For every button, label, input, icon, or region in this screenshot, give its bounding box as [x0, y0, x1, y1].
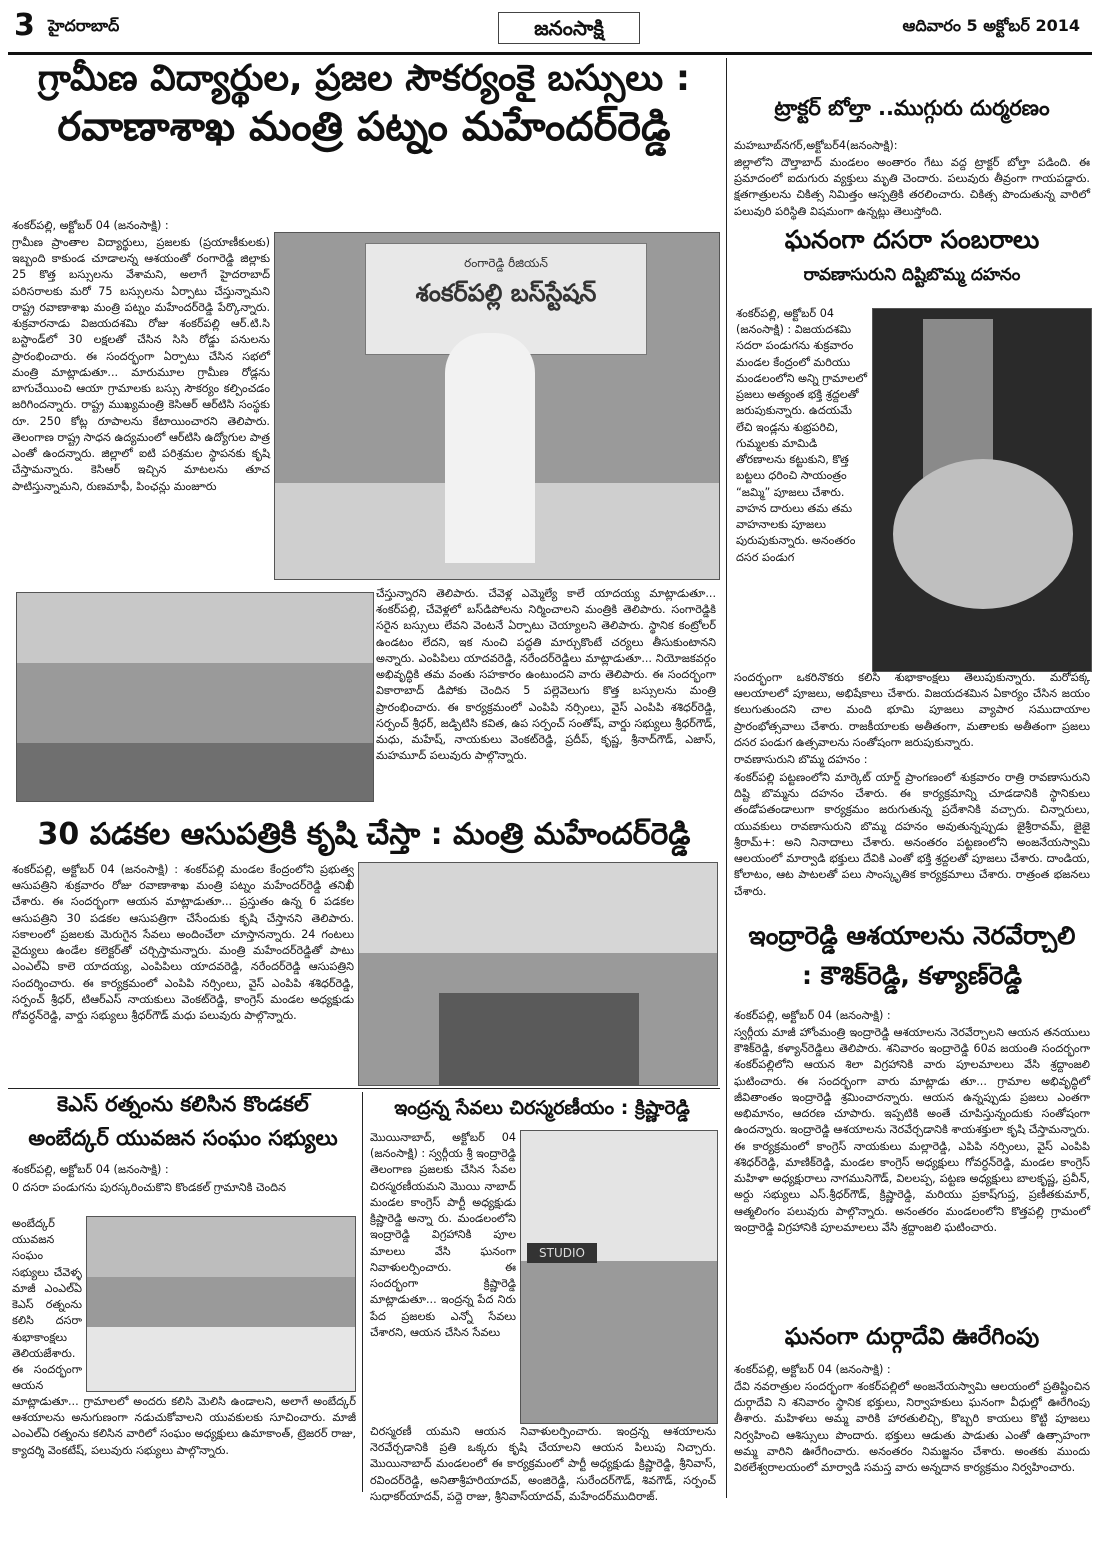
indranna-body-narrow-text: స్వర్గీయ శ్రీ ఇంద్రారెడ్డి తెలంగాణ ప్రజలకు చేసిన సేవల చిరస్మరణీయమని మొయి నాబాద్ మండల కాంగ్రెస్ పార్టీ అధ్యక్షుడు క్రిష్ణారెడ్డి అన్నా రు. మండలంలోని ఇంద్రారెడ్డి విగ్రహానికి పూల మాలలు వేసి ఘనంగా నివాళులర్పించారు. ఈ సందర్భంగా క్రిష్ణారెడ్డి మాట్లాడుతూ... ఇంద్రన్న పేద నిరు పేద ప్రజలకు ఎన్నో సేవలు చేశారని, ఆయన చేసిన సేవలు — [370, 1147, 517, 1339]
youth-group-photo — [86, 1216, 356, 1392]
youth-body-top: 0 దసరా పండుగను పురస్కరించుకొని కొండకల్ గ్రామానికి చెందిన — [12, 1181, 286, 1194]
studio-sign-text: STUDIO — [527, 1243, 597, 1263]
youth-body-narrow: అంబేద్కర్ యువజన సంఘం సభ్యులు చేవెళ్ళ మాజీ ఎంఎల్‌ఏ కెఎస్ రత్నంను కలిసి దసరా శుభాకాంక్షలు తెలియజేశారు. ఈ సందర్భంగా ఆయన — [12, 1217, 82, 1393]
indrareddy-dateline: శంకర్‌పల్లి, అక్టోబర్ 04 (జనంసాక్షి) : — [734, 1009, 891, 1022]
dasara-body-narrow — [736, 306, 868, 670]
banner-title-text: శంకర్‌పల్లి బస్‌స్టేషన్ — [415, 279, 597, 307]
masthead — [8, 4, 1092, 55]
durga-dateline: శంకర్‌పల్లి, అక్టోబర్ 04 (జనంసాక్షి) : — [734, 1363, 891, 1376]
indrareddy-headline-2: : కౌశిక్‌రెడ్డి, కళ్యాణ్‌రెడ్డి — [801, 961, 1022, 990]
bus-inauguration-photo — [16, 592, 374, 802]
tractor-headline: ట్రాక్టర్ బోల్తా ..ముగ్గురు దుర్మరణం — [774, 96, 1050, 120]
indrareddy-body: స్వర్గీయ మాజీ హోంమంత్రి ఇంద్రారెడ్డి ఆశయాలను నెరవేర్చాలని ఆయన తనయులు కౌశిక్‌రెడ్డి, కళ్యాన్‌రెడ్డిలు తెలిపారు. శనివారం ఇంద్రారెడ్డి 60వ జయంతి సందర్భంగా శంకర్‌పల్లిలోని ఆయన శిలా విగ్రహానికి వారు పూలమాలలు వేసి శ్రద్దాంజలి ఘటించారు. ఈ సందర్భంగా వారు మాట్లాడు తూ... గ్రామాల అభివృద్ధిలో జీవితాంతం ఇంద్రారెడ్డి శ్రమించారన్నారు. ఆయన ఉన్నప్పుడు ప్రజలు ఎంతగా అభిమానం, ఆదరణ చూపారు. ఇప్పటికి అంతే చూపిస్తున్నందుకు సంతోషంగా ఉందన్నారు. ఇంద్రారెడ్డి ఆశయాలను నెరవేర్చడానికి శాయశక్తులా కృషి చేస్తామన్నారు. ఈ కార్యక్రమంలో కాంగ్రెస్ నాయకులు మల్లారెడ్డి, ఎపిపి నర్సింలు, వైస్ ఎంపిపి శశిధర్‌రెడ్డి, మాణిక్‌రెడ్డి, మండల కాంగ్రెస్ అధ్యక్షులు గోవర్ధన్‌రెడ్డి, మండల కాంగ్రెస్ మహిళా అధ్యక్షురాలు నాగమునిగౌడ్, విలలప్ప, పట్టణ అధ్యక్షులు బాలకృష్ణ, ప్రవీన్, అర్దు సభ్యులు ఎస్.శ్రీధర్‌గౌడ్, క్రిష్ణారెడ్డి, మరియు ప్రకాష్‌గుప్త, ప్రణీతకుమార్, ఆత్మలింగం పలువురు పాల్గొన్నారు. అనంతరం మండలంలోని కొత్తపల్లి గ్రామంలో ఇంద్రారెడ్డి విగ్రహానికి పూలమాలలు వేసి శ్రద్దాంజలి ఘటించారు. — [734, 1026, 1090, 1234]
tractor-dateline: మహబూబ్‌నగర్,అక్టోబర్4(జనంసాక్షి): — [734, 139, 898, 152]
tractor-body: జిల్లాలోని దౌల్తాబాద్ మండలం అంతారం గేటు వద్ద ట్రాక్టర్ బోల్తా పడింది. ఈ ప్రమాదంలో ఐదుగురు వ్యక్తులు మృతి చెందారు. పలువురు తీవ్రంగా గాయపడ్డారు. క్షతగాత్రులను చికిత్స నిమిత్తం ఆస్పత్రికి తరలించారు. చికిత్స పొందుతున్న వారిలో పలువురి పరిస్థితి విషమంగా ఉన్నట్లు తెలుస్తోంది. — [734, 156, 1090, 218]
indranna-body-narrow — [370, 1130, 516, 1424]
dasara-dateline: శంకర్‌పల్లి, అక్టోబర్ 04 (జనంసాక్షి) : — [736, 307, 834, 337]
statue-tribute-photo — [520, 1130, 718, 1424]
page-number: 3 — [14, 8, 35, 43]
youth-dateline: శంకర్‌పల్లి, అక్టోబర్ 04 (జనంసాక్షి) : — [12, 1163, 169, 1176]
youth-headline-2: అంబేద్కర్ యువజన సంఘం సభ్యులు — [28, 1126, 338, 1150]
dasara-sub-label: రావణాసురుని బొమ్మ దహనం : — [734, 753, 868, 766]
dasara-body-wide-2: శంకర్‌పల్లి పట్టణంలోని మార్కెట్ యార్డ్ ప్రాంగణంలో శుక్రవారం రాత్రి రావణాసురుని దిష్టి బొమ్మను దహనం చేశారు. ఈ కార్యక్రమాన్ని చూడడానికి స్థానికులు తండోపతండాలుగా కార్యక్రమం జరుగుతున్న ప్రదేశానికి వచ్చారు. చిన్నారులు, యువకులు రావణాసురుని బొమ్మ దహనం అవుతున్నప్పుడు జైశ్రీరావమ్, జైజై శ్రీరామ్+: అని నినాదాలు చేశారు. అనంతరం పట్టణంలోని అంజనేయస్వామి ఆలయంలో మార్వాడి భక్తులు దేవికి ఎంతో భక్తి శ్రద్దలతో పూజలు చేశారు. దాండియ, కోలాటం, ఆట పాటలతో పలు సాంస్కృతిక కార్యక్రమాలు చేశారు. రాత్రంత భజనలు చేశారు. — [734, 771, 1090, 898]
dasara-headline: ఘనంగా దసరా సంబరాలు — [784, 225, 1040, 254]
durga-headline: ఘనంగా దుర్గాదేవి ఊరేగింపు — [784, 1324, 1040, 1350]
issue-date: ఆదివారం 5 అక్టోబర్ 2014 — [902, 16, 1080, 35]
durga-body: దేవి నవరాత్రుల సందర్భంగా శంకర్‌పల్లిలో అంజనేయస్వామి ఆలయంలో ప్రతిష్టించిన దుర్గాదేవి ని శనివారం స్థానిక భక్తులు, నిర్వాహకులు ఘనంగా వీధుల్లో ఊరేగింపు తీశారు. మహిళలు అమ్మ వారికి హారతులిచ్చి, కొబ్బరి కాయలు కొట్టి పూజలు నిర్వహించి ఆశిస్సులు పొందారు. భక్తులు ఆడుతు పాడుతు ఎంతో ఉత్సాహంగా అమ్మ వారిని ఊరేగించారు. అనంతరం నిమజ్జనం చేశారు. అంతకు ముందు విఠలేశ్వరాలయంలో మార్వాడి సమస్త వారు అన్నదాన కార్యక్రమం నిర్వహించారు. — [734, 1380, 1090, 1475]
effigy-burning-photo — [872, 308, 1092, 672]
youth-body-bottom: మాట్లాడుతూ... గ్రామాలలో అందరు కలిసి మెలిసి ఉండాలని, అలాగే అంబేద్కర్ ఆశయాలను అనుగుణంగా నడుచుకోవాలని యువకులకు సూచించారు. మాజీ ఎంఎల్‌ఏ రత్నంను కలిసిన వారిలో సంఘం అధ్యక్షులు ఉమాకాంత్, ట్రెజరర్ రాజు, క్యాదర్శి వెంకటేష్, పలువురు సభ్యులు పాల్గొన్నారు. — [12, 1395, 356, 1457]
column-rule-right — [726, 58, 727, 1498]
minister-speech-photo — [274, 232, 720, 580]
hospital-headline: 30 పడకల ఆసుపత్రికి కృషి చేస్తా : మంత్రి మహేందర్‌రెడ్డి — [37, 817, 691, 852]
dasara-subheadline: రావణాసురుని దిష్టిబొమ్మ దహనం — [803, 265, 1021, 285]
indranna-headline: ఇంద్రన్న సేవలు చిరస్మరణీయం : క్రిష్ణారెడ్డి — [394, 1097, 690, 1119]
edition-city: హైదరాబాద్ — [48, 16, 120, 35]
indranna-body-wide: చిరస్మరణీ యమని ఆయన నివాళులర్పించారు. ఇంద్రన్న ఆశయాలను నెరవేర్చడానికి ప్రతి ఒక్కరు కృషి చేయాలని ఆయన పిలుపు నిచ్చారు. మొయినాబాద్ మండలంలో ఈ కార్యక్రమంలో పార్టీ అధ్యక్షుడు క్రిష్ణారెడ్డి, శ్రీనివాస్, రవిందర్‌రెడ్డి, అనితాశ్రీహరియాదవ్, అంజిరెడ్డి, సురేందర్‌గౌడ్, శివగౌడ్, సర్పంచ్ సుధాకర్‌యాదవ్, పద్దె రాజు, శ్రీనివాస్‌యాదవ్, మహేందర్‌ముదిరాజ్. — [370, 1425, 716, 1503]
main-body-right: చేస్తున్నారని తెలిపారు. చేవెళ్ల ఎమ్మెల్యే కాలే యాదయ్య మాట్లాడుతూ... శంకర్‌పల్లి, చేవెళ్లలో బస్‌డిపోలను నిర్మించాలని మంత్రికి తెలిపారు. సంగారెడ్డికి సరైన బస్సులు లేవని వెంటనే ఏర్పాటు చెయ్యాలని తెలిపారు. స్థానిక కంట్రోలర్ ఉండటం లేదని, ఇక నుంచి పద్ధతి మార్చుకొంటే చర్యలు తీసుకుంటానని అన్నారు. ఎంపిపిలు యాదవరెడ్డి, నరేందర్‌రెడ్డిలు మాట్లాడుతూ... నియోజకవర్గం అభివృద్ధికి తమ వంతు సహకారం ఉంటుందని వారు తెలిపారు. ఈ సందర్భంగా వికారాబాద్ డిపోకు చెందిన 5 పల్లెవెలుగు కొత్త బస్సులను మంత్రి ప్రారంభించారు. ఈ కార్యక్రమంలో ఎంపిపి నర్సింలు, వైస్ ఎంపిపి శశిధర్‌రెడ్డి, సర్పంచ్ శ్రీధర్, జడ్పిటిసి కవిత, ఉప సర్పంచ్ సంతోష్, వార్డు సభ్యులు శ్రీధర్‌గౌడ్, మధు, మహేష్, నాయకులు వెంకట్‌రెడ్డి, ప్రదీప్, కృష్ణ, శ్రీనాద్‌గౌడ్, ఎజాస్, మహమూద్ పలువురు పాల్గొన్నారు. — [376, 587, 716, 763]
main-headline-1: గ్రామీణ విద్యార్థుల, ప్రజల సౌకర్యంకై బస్సులు : — [37, 58, 691, 99]
main-dateline: శంకర్‌పల్లి, అక్టోబర్ 04 (జనంసాక్షి) : — [12, 219, 169, 232]
hospital-visit-photo — [358, 862, 718, 1086]
youth-headline-1: కెఎస్ రత్నంను కలిసిన కొండకల్ — [57, 1092, 309, 1116]
banner-region-text: రంగారెడ్డి రీజియన్ — [464, 256, 548, 270]
hospital-body — [12, 862, 354, 1084]
main-body-left: గ్రామీణ ప్రాంతాల విద్యార్థులు, ప్రజలకు (ప్రయాణీకులకు) ఇబ్బంది కాకుండ చూడాలన్న ఆశయంతో రంగారెడ్డి జిల్లాకు 25 కొత్త బస్సులను వేశామని, అలాగే హైదరాబాద్ పరిసరాలకు మరో 75 బస్సులను ఏర్పాటు చేస్తున్నామని రాష్ట్ర రవాణాశాఖ మంత్రి పట్నం మహేందర్‌రెడ్డి పేర్కొన్నారు. శుక్రవారనాడు విజయదశమి రోజు శంకర్‌పల్లి ఆర్.టి.సి బస్టాండ్‌లో 30 లక్షలతో చేసిన సిసి రోడ్డు పనులను ప్రారంభించారు. ఈ సందర్భంగా ఏర్పాటు చేసిన సభలో మంత్రి మాట్లాడుతూ... మారుమూల గ్రామీణ రోడ్లను బాగుచేయించి ఆయా గ్రామాలకు బస్సు సౌకర్యం కల్పించడం జరిగిందన్నారు. రాష్ట్ర ముఖ్యమంత్రి కెసిఆర్ ఆర్‌టిసి సంస్థకు రూ. 250 కోట్ల రూపాలను కేటాయించారని తెలిపారు. తెలంగాణ రాష్ట్ర సాధన ఉద్యమంలో ఆర్‌టిసి ఉద్యోగుల పాత్ర ఎంతో ఉందన్నారు. జిల్లాలో ఐటి పరిశ్రమల స్థాపనకు కృషి చేస్తామన్నారు. కెసిఆర్ ఇచ్చిన మాటలను తూచ పాటిస్తున్నామని, రుణమాఫీ, పింఛన్లు మంజూరు — [12, 236, 270, 493]
hospital-body-text: శంకర్‌పల్లి మండల కేంద్రంలోని ప్రభుత్వ ఆసుపత్రిని శుక్రవారం రోజు రవాణాశాఖ మంత్రి పట్నం మహేందర్‌రెడ్డి తనిఖీ చేశారు. ఈ సందర్భంగా ఆయన మాట్లాడుతూ... ప్రస్తుతం ఉన్న 6 పడకల ఆసుపత్రిని 30 పడకల ఆసుపత్రిగా చేసేందుకు కృషి చేస్తానని తెలిపారు. సకాలంలో ప్రజలకు మెరుగైన సేవలు అందించేలా చూస్తానన్నారు. 24 గంటలు వైద్యులు ఉండేల కలెక్టర్‌తో చర్చిస్తామన్నారు. మంత్రి మహేందర్‌రెడ్డితో పాటు ఎంఎల్‌ఏ కాలె యాదయ్య, ఎంపిపిలు యాదవరెడ్డి, నరేందర్‌రెడ్డి ఆసుపత్రిని సందర్శించారు. ఈ కార్యక్రమంలో ఎంపిపి నర్సింలు, వైస్ ఎంపిపి శశిధర్‌రెడ్డి, సర్పంచ్ శ్రీధర్, టిఆర్‌ఎస్ నాయకులు వెంకట్‌రెడ్డి, కాంగ్రెస్ మండల అధ్యక్షుడు గోవర్ధన్‌రెడ్డి, వార్డు సభ్యులు శ్రీధర్‌గౌడ్ మధు పలువురు పాల్గొన్నారు. — [12, 863, 354, 1023]
hospital-dateline: శంకర్‌పల్లి, అక్టోబర్ 04 (జనంసాక్షి) : — [12, 863, 179, 876]
dasara-body-wide-1: సందర్భంగా ఒకరినొకరు కలిసి శుభాకాంక్షలు తెలుపుకున్నారు. మరోపక్క ఆలయాలలో పూజలు, అభిషేకాలు చేశారు. విజయదశమిన ఏకార్యం చేసిన జయం కలుగుతుందని చాల మంది భూమి పూజలు వ్యాపార సముదాయాల ప్రారంభోత్సవాలు చేశారు. రాజకీయాలకు అతీతంగా, మతాలకు అతీతంగా ప్రజలు దసర పండుగ ఉత్సవాలను సంతోషంగా జరుపుకున్నారు. — [734, 671, 1090, 749]
indrareddy-headline-1: ఇంద్రారెడ్డి ఆశయాలను నెరవేర్చాలి — [748, 921, 1076, 950]
section-divider — [8, 1088, 720, 1089]
main-headline-2: రవాణాశాఖ మంత్రి పట్నం మహేందర్‌రెడ్డి — [57, 104, 671, 150]
indranna-dateline: మొయినాబాద్, అక్టోబర్ 04 (జనంసాక్షి) : — [370, 1131, 516, 1161]
column-rule — [362, 1092, 363, 1492]
paper-logo: జనంసాక్షి — [498, 12, 640, 44]
dasara-body-narrow-text: విజయదశమి సదరా పండుగను శుక్రవారం మండల కేంద్రంలో మరియు మండలంలోని అన్ని గ్రామాలలో ప్రజలు అత్యంత భక్తి శ్రద్దలతో జరుపుకున్నారు. ఉదయమే లేచి ఇండ్లను శుభ్రపరిచి, గుమ్మలకు మామిడి తోరణాలను కట్టుకుని, కొత్త బట్టలు ధరించి సాయంత్రం “జమ్మి” పూజలు చేశారు. వాహన దారులు తమ తమ వాహనాలకు పూజలు పురుపుకున్నారు. అనంతరం దసర పండుగ — [736, 323, 868, 564]
